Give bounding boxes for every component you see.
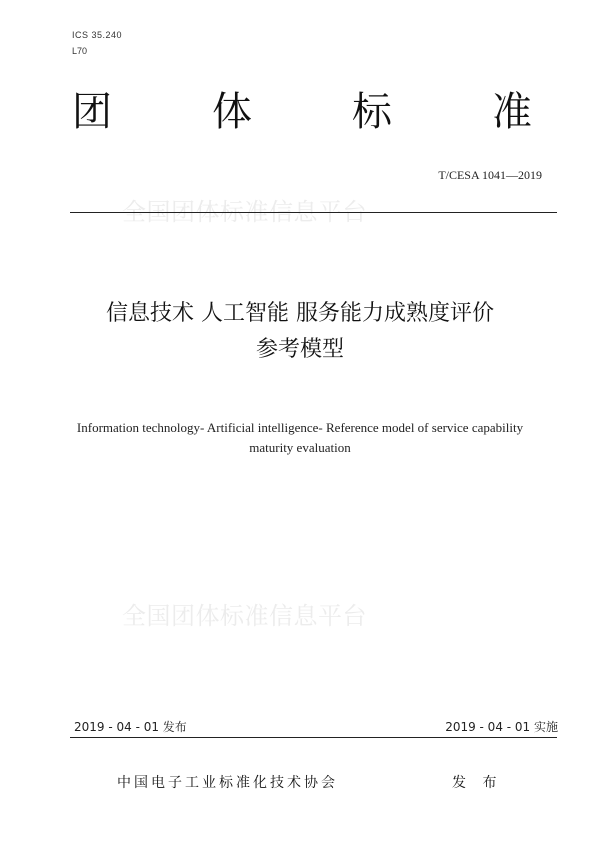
publisher-name: 中国电子工业标准化技术协会 xyxy=(117,775,338,791)
issue-date: 2019 - 04 - 01 发布 xyxy=(74,720,187,734)
bottom-divider xyxy=(70,737,557,738)
watermark-top: 全国团体标准信息平台 xyxy=(122,198,367,226)
standard-number: T/CESA 1041—2019 xyxy=(438,168,542,182)
english-title xyxy=(40,418,560,458)
standard-type-char: 标 xyxy=(352,89,392,135)
standard-type-char: 准 xyxy=(492,89,532,135)
standard-type-char: 团 xyxy=(72,89,112,135)
standard-type-char: 体 xyxy=(212,89,252,135)
top-divider xyxy=(70,212,557,213)
watermark-middle: 全国团体标准信息平台 xyxy=(122,602,367,630)
ics-code: ICS 35.240 xyxy=(72,30,123,40)
chinese-title-line-1: 信息技术 人工智能 服务能力成熟度评价 xyxy=(106,301,494,326)
implementation-date: 2019 - 04 - 01 实施 xyxy=(445,720,558,734)
publish-label: 发 布 xyxy=(452,775,503,791)
standard-type-heading xyxy=(72,89,532,135)
chinese-title xyxy=(40,296,560,368)
ccs-code: L70 xyxy=(72,46,88,56)
english-title-line-2: maturity evaluation xyxy=(249,440,351,455)
chinese-title-line-2: 参考模型 xyxy=(255,337,344,362)
english-title-line-1: Information technology- Artificial intelligence- Reference model of service capability xyxy=(76,420,524,435)
